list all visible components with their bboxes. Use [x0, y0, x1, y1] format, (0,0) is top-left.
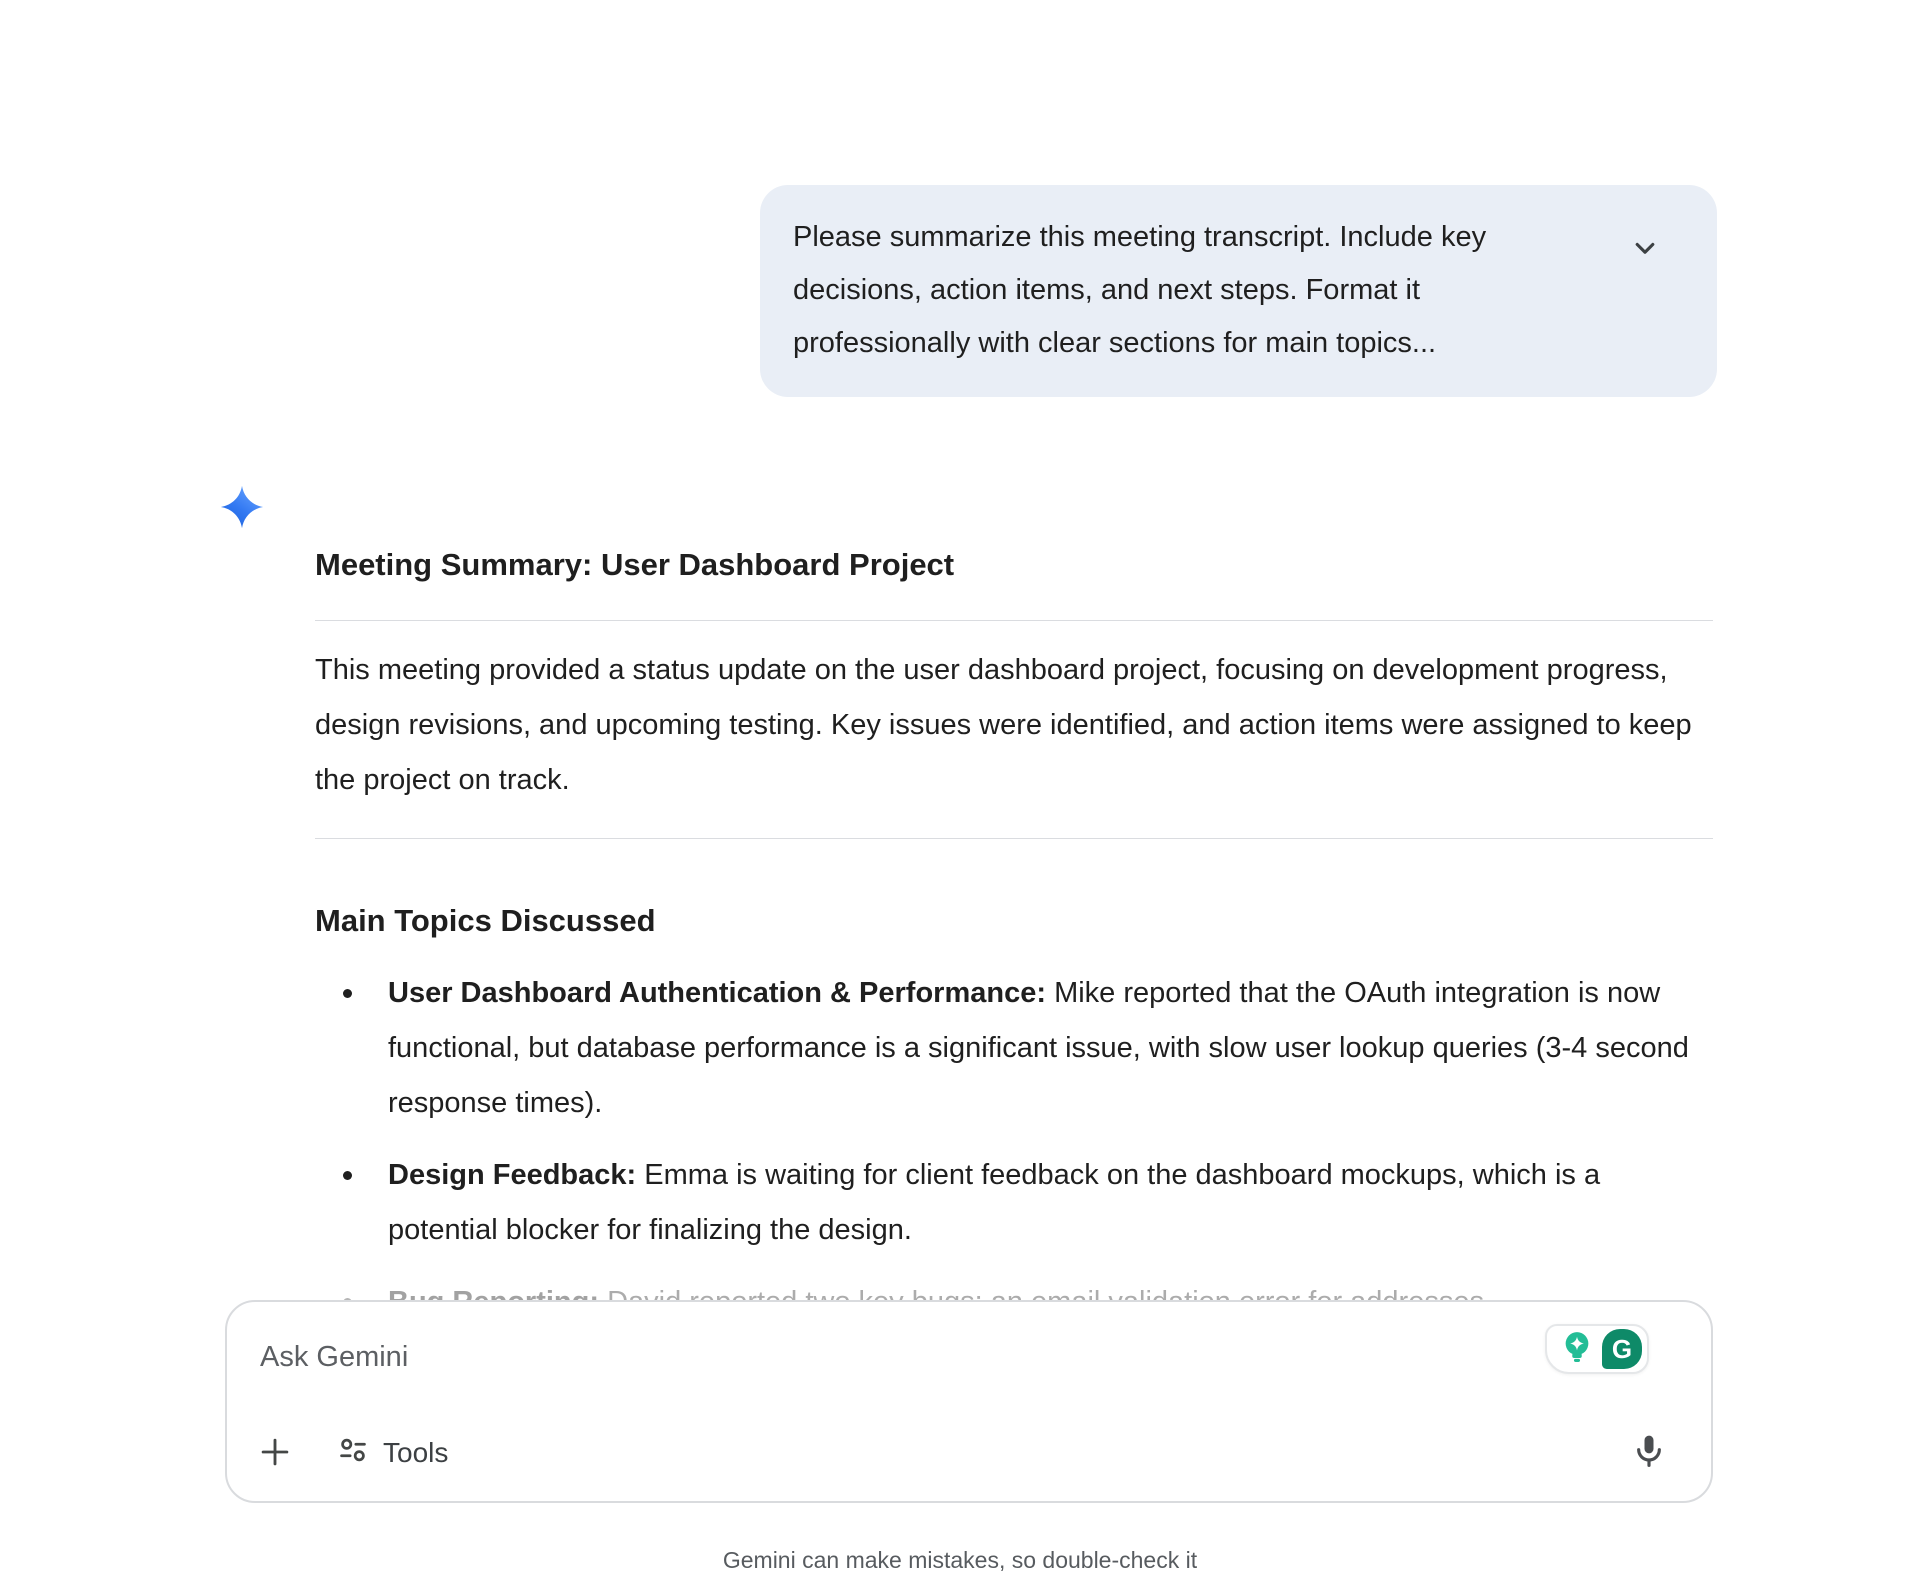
section-heading: Main Topics Discussed [315, 903, 656, 938]
response-intro: This meeting provided a status update on the user dashboard project, focusing on development progress, design revisions, and upcoming testing. Key issues were identified, and action items were assigned to keep the project on track. [315, 654, 1692, 796]
list-item [315, 1148, 1713, 1258]
gemini-sparkle-icon [219, 484, 265, 530]
bullet-text: Mike reported that the OAuth integration is now functional, but database performance is a significant issue, with slow user lookup queries (3-4 second response times). [388, 977, 1689, 1119]
bullet-lead: User Dashboard Authentication & Performance: [388, 977, 1046, 1009]
user-message-text: Please summarize this meeting transcript. Include key decisions, action items, and next steps. Format it professionally with clear sections for main topics... [793, 221, 1487, 359]
bullet-text: Emma is waiting for client feedback on the dashboard mockups, which is a potential blocker for finalizing the design. [388, 1159, 1601, 1246]
grammarly-g-icon[interactable]: G [1602, 1329, 1642, 1369]
prompt-input[interactable] [260, 1328, 1360, 1386]
bullet-lead: Design Feedback: [388, 1159, 637, 1191]
grammarly-widget[interactable] [1545, 1324, 1649, 1374]
grammarly-suggestion-icon[interactable] [1559, 1329, 1595, 1370]
sliders-icon [337, 1434, 369, 1473]
tools-button[interactable] [337, 1430, 448, 1476]
plus-icon [256, 1433, 294, 1474]
list-item [315, 966, 1713, 1131]
add-attachment-button[interactable] [249, 1427, 301, 1479]
divider [315, 620, 1713, 621]
tools-label: Tools [383, 1437, 449, 1468]
user-message-bubble [760, 185, 1717, 397]
chevron-down-icon [1628, 231, 1662, 268]
divider [315, 838, 1713, 839]
topics-list [315, 966, 1713, 1330]
prompt-input-box[interactable] [225, 1300, 1713, 1503]
microphone-button[interactable] [1621, 1424, 1677, 1480]
disclaimer-text: Gemini can make mistakes, so double-check it [722, 1547, 1198, 1573]
microphone-icon [1629, 1431, 1669, 1474]
response-title: Meeting Summary: User Dashboard Project [315, 547, 955, 582]
expand-user-message-button[interactable] [1625, 229, 1665, 269]
model-response [315, 545, 1713, 1347]
